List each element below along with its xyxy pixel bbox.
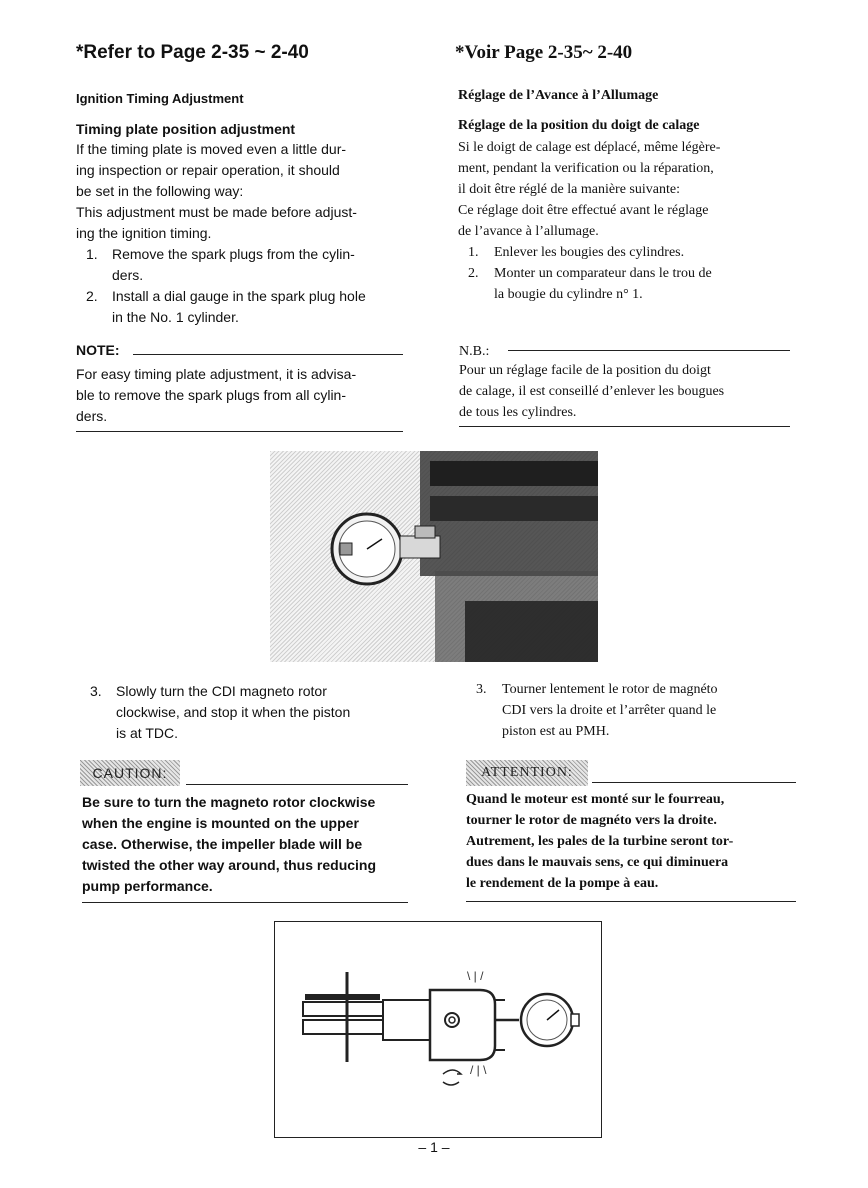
left-caution-end-rule bbox=[82, 902, 408, 903]
right-note-rule bbox=[508, 350, 790, 351]
text-line: il doit être réglé de la manière suivante: bbox=[458, 182, 680, 197]
text-line: is at TDC. bbox=[116, 725, 178, 741]
right-note-end-rule bbox=[459, 426, 790, 427]
left-note-rule bbox=[133, 354, 403, 355]
text-line: For easy timing plate adjustment, it is advisa- bbox=[76, 366, 357, 382]
left-note-end-rule bbox=[76, 431, 403, 432]
text-line: de tous les cylindres. bbox=[459, 405, 577, 420]
right-step-2 bbox=[458, 263, 798, 305]
text-line: when the engine is mounted on the upper bbox=[82, 815, 359, 831]
step-number: 3. bbox=[476, 682, 487, 697]
step-number: 1. bbox=[468, 245, 479, 260]
text-line: Quand le moteur est monté sur le fourreau, bbox=[466, 792, 725, 807]
text-line: ing inspection or repair operation, it should bbox=[76, 162, 340, 178]
right-intro bbox=[458, 137, 798, 305]
piston-gauge-diagram-svg bbox=[275, 922, 601, 1137]
left-section-title: Ignition Timing Adjustment bbox=[76, 91, 244, 106]
text-line: clockwise, and stop it when the piston bbox=[116, 704, 351, 720]
left-note-body bbox=[76, 364, 406, 427]
text-line: This adjustment must be made before adjust- bbox=[76, 204, 357, 220]
text-line: Slowly turn the CDI magneto rotor bbox=[116, 683, 327, 699]
step-number: 2. bbox=[86, 288, 98, 304]
step-number: 2. bbox=[468, 266, 479, 281]
text-line: case. Otherwise, the impeller blade will be bbox=[82, 836, 363, 852]
left-caution-label: CAUTION: bbox=[80, 760, 180, 786]
right-section-title: Réglage de l’Avance à l’Allumage bbox=[458, 88, 659, 103]
dial-gauge-photo-svg bbox=[270, 451, 598, 662]
left-note-label: NOTE: bbox=[76, 342, 120, 358]
text-line: ble to remove the spark plugs from all cylin- bbox=[76, 387, 346, 403]
text-line: Be sure to turn the magneto rotor clockwise bbox=[82, 794, 376, 810]
text-line: tourner le rotor de magnéto vers la droite. bbox=[466, 813, 717, 828]
left-step-2 bbox=[76, 286, 406, 328]
text-line: Enlever les bougies des cylindres. bbox=[494, 245, 685, 260]
right-header: *Voir Page 2-35~ 2-40 bbox=[455, 42, 633, 63]
svg-text:/ | \: / | \ bbox=[470, 1063, 487, 1077]
right-caution-end-rule bbox=[466, 901, 796, 902]
text-line: Ce réglage doit être effectué avant le réglage bbox=[458, 203, 709, 218]
left-caution-rule bbox=[186, 784, 408, 785]
text-line: le rendement de la pompe à eau. bbox=[466, 876, 659, 891]
text-line: in the No. 1 cylinder. bbox=[112, 309, 239, 325]
piston-gauge-diagram bbox=[274, 921, 602, 1138]
left-caution-body bbox=[82, 792, 412, 897]
text-line: Pour un réglage facile de la position du doigt bbox=[459, 363, 711, 378]
right-caution-rule bbox=[592, 782, 796, 783]
right-step-1 bbox=[458, 242, 798, 263]
text-line: ders. bbox=[112, 267, 144, 283]
page-number: – 1 – bbox=[418, 1139, 450, 1155]
left-step-3 bbox=[80, 681, 410, 744]
text-line: ders. bbox=[76, 408, 108, 424]
text-line: pump performance. bbox=[82, 878, 213, 894]
left-header: *Refer to Page 2-35 ~ 2-40 bbox=[76, 42, 309, 63]
text-line: CDI vers la droite et l’arrêter quand le bbox=[502, 703, 717, 718]
right-step-3-item bbox=[466, 679, 806, 742]
left-step-3-item bbox=[80, 681, 410, 744]
text-line: de calage, il est conseillé d’enlever les bougues bbox=[459, 384, 725, 399]
text-line: Si le doigt de calage est déplacé, même légère- bbox=[458, 140, 721, 155]
text-line: ment, pendant la verification ou la réparation, bbox=[458, 161, 714, 176]
text-line: be set in the following way: bbox=[76, 183, 244, 199]
text-line: Tourner lentement le rotor de magnéto bbox=[502, 682, 718, 697]
right-sub-title: Réglage de la position du doigt de calage bbox=[458, 118, 700, 133]
right-step-3 bbox=[466, 679, 806, 742]
text-line: piston est au PMH. bbox=[502, 724, 610, 739]
svg-text:\ | /: \ | / bbox=[467, 969, 484, 983]
text-line: la bougie du cylindre n° 1. bbox=[494, 287, 643, 302]
text-line: Remove the spark plugs from the cylin- bbox=[112, 246, 355, 262]
text-line: If the timing plate is moved even a little dur- bbox=[76, 141, 347, 157]
right-note-body bbox=[459, 360, 799, 423]
text-line: de l’avance à l’allumage. bbox=[458, 224, 599, 239]
right-caution-label: ATTENTION: bbox=[466, 760, 588, 786]
left-step-1 bbox=[76, 244, 406, 286]
text-line: ing the ignition timing. bbox=[76, 225, 212, 241]
text-line: Autrement, les pales de la turbine seront tor- bbox=[466, 834, 734, 849]
step-number: 3. bbox=[90, 683, 102, 699]
right-note-label: N.B.: bbox=[459, 344, 490, 359]
text-line: dues dans le mauvais sens, ce qui diminuera bbox=[466, 855, 729, 870]
text-line: twisted the other way around, thus reducing bbox=[82, 857, 377, 873]
step-number: 1. bbox=[86, 246, 98, 262]
left-sub-title: Timing plate position adjustment bbox=[76, 121, 296, 137]
right-caution-body bbox=[466, 789, 806, 894]
text-line: Install a dial gauge in the spark plug hole bbox=[112, 288, 366, 304]
left-intro bbox=[76, 139, 406, 328]
text-line: Monter un comparateur dans le trou de bbox=[494, 266, 712, 281]
dial-gauge-photo bbox=[270, 451, 598, 662]
